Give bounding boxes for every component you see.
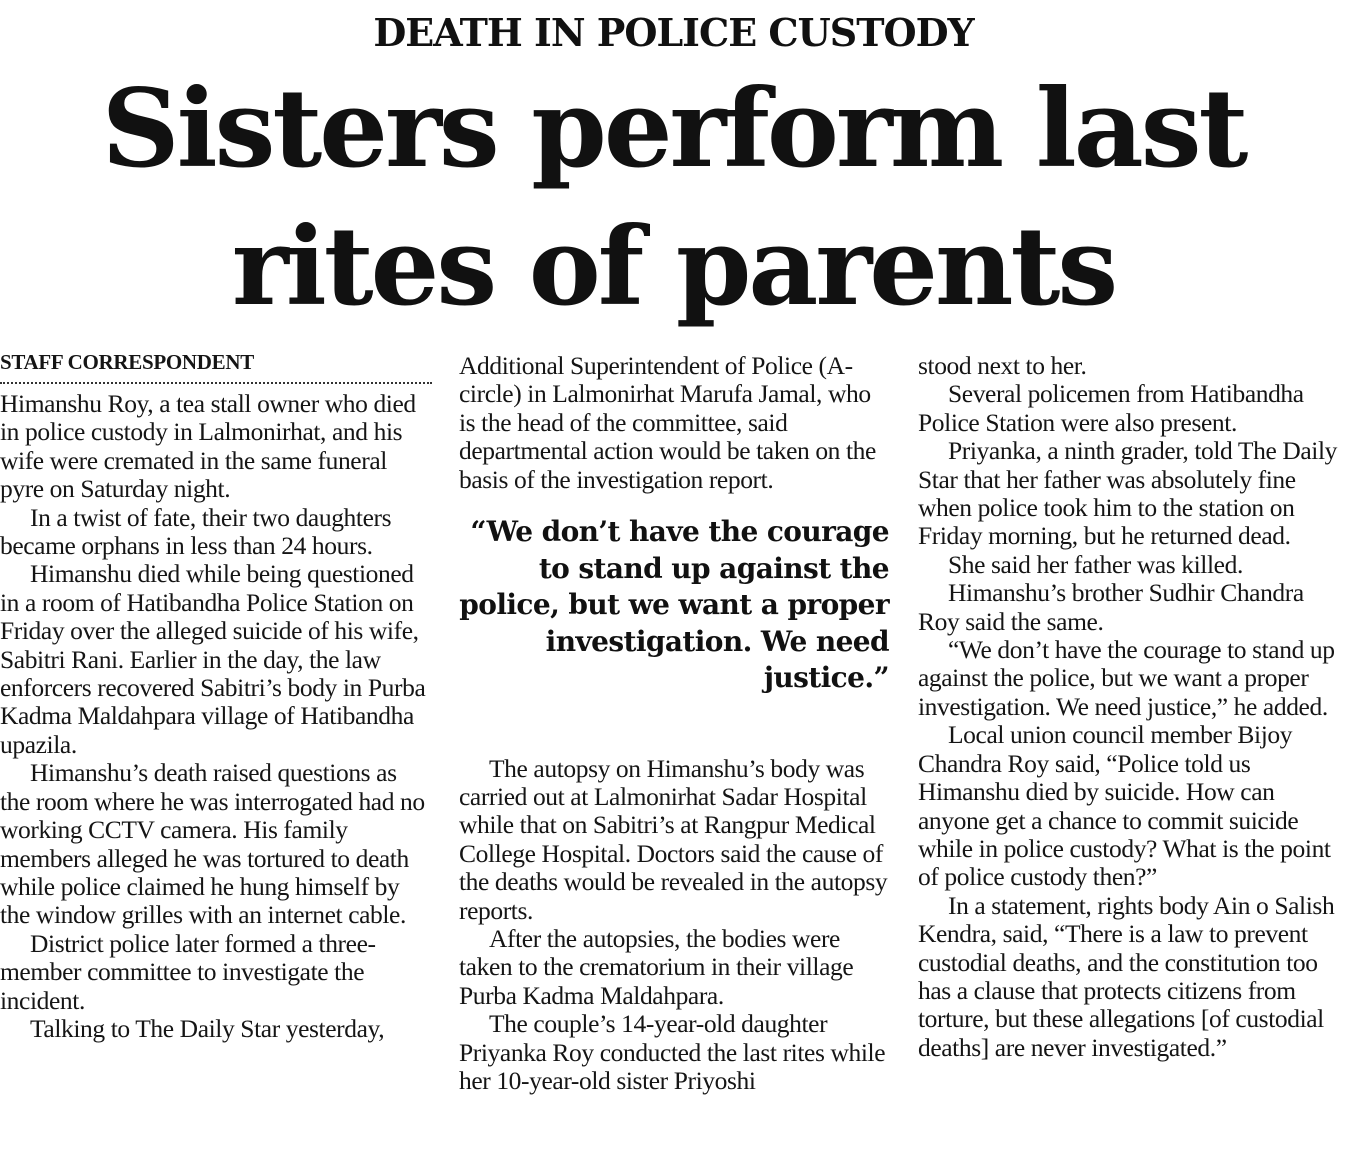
paragraph: The couple’s 14-year-old daughter Priyanka Roy conducted the last rites while her 10-year-old sister Priyoshi: [459, 1009, 886, 1095]
headline: [0, 60, 1347, 336]
paragraph: Additional Superintendent of Police (A-circle) in Lalmonirhat Marufa Jamal, who is the head of the committee, said departmental action would be taken on the basis of the investigation report.: [459, 351, 876, 494]
paragraph: “We don’t have the courage to stand up against the police, but we want a proper investigation. We need justice,” he added.: [918, 635, 1335, 721]
paragraph: After the autopsies, the bodies were taken to the crematorium in their village Purba Kadma Maldahpara.: [459, 923, 854, 1010]
article-column-3: [918, 352, 1346, 1062]
paragraph: Himanshu’s brother Sudhir Chandra Roy said the same.: [918, 578, 1304, 636]
headline-line-1: Sisters perform last: [101, 66, 1246, 192]
paragraph: Talking to The Daily Star yesterday,: [30, 1013, 385, 1043]
paragraph: The autopsy on Himanshu’s body was carried out at Lalmonirhat Sadar Hospital while that on Sabitri’s at Rangpur Medical College Hospital. Doctors said the cause of the deaths would be revealed in the autopsy reports.: [459, 753, 888, 925]
paragraph: She said her father was killed.: [948, 549, 1243, 579]
paragraph: Priyanka, a ninth grader, told The Daily Star that her father was absolutely fine when police took him to the station on Friday morning, but he returned dead.: [918, 436, 1337, 551]
paragraph: Himanshu died while being questioned in a room of Hatibandha Police Station on Friday over the alleged suicide of his wife, Sabitri Rani. Earlier in the day, the law enforcers recovered Sabitri’s body in Purba Kadma Maldahpara village of Hatibandha upazila.: [0, 559, 426, 759]
paragraph: Several policemen from Hatibandha Police Station were also present.: [918, 379, 1304, 437]
article-column-1: [0, 352, 432, 1043]
article-column-2: [459, 352, 889, 1095]
paragraph: Himanshu Roy, a tea stall owner who died in police custody in Lalmonirhat, and his wife were cremated in the same funeral pyre on Saturday night.: [0, 389, 416, 504]
paragraph: Himanshu’s death raised questions as the room where he was interrogated had no working CCTV camera. His family members alleged he was tortured to death while police claimed he hung himself by the window grilles with an internet cable.: [0, 758, 425, 930]
paragraph: In a twist of fate, their two daughters became orphans in less than 24 hours.: [0, 502, 392, 561]
paragraph: stood next to her.: [918, 351, 1087, 380]
paragraph: District police later formed a three-member committee to investigate the incident.: [0, 928, 376, 1015]
byline: STAFF CORRESPONDENT: [0, 350, 432, 384]
headline-line-2: rites of parents: [231, 204, 1116, 330]
paragraph: In a statement, rights body Ain o Salish Kendra, said, “There is a law to prevent custodial deaths, and the constitution too has a clause that protects citizens from torture, but these allegations [of custodial deaths] are never investigated.”: [918, 890, 1335, 1062]
pull-quote: “We don’t have the courage to stand up against the police, but we want a proper investigation. We need justice.”: [459, 515, 889, 695]
kicker: DEATH IN POLICE CUSTODY: [373, 10, 974, 55]
paragraph: Local union council member Bijoy Chandra Roy said, “Police told us Himanshu died by suicide. How can anyone get a chance to commit suicide while in police custody? What is the point of police custody then?”: [918, 720, 1331, 892]
